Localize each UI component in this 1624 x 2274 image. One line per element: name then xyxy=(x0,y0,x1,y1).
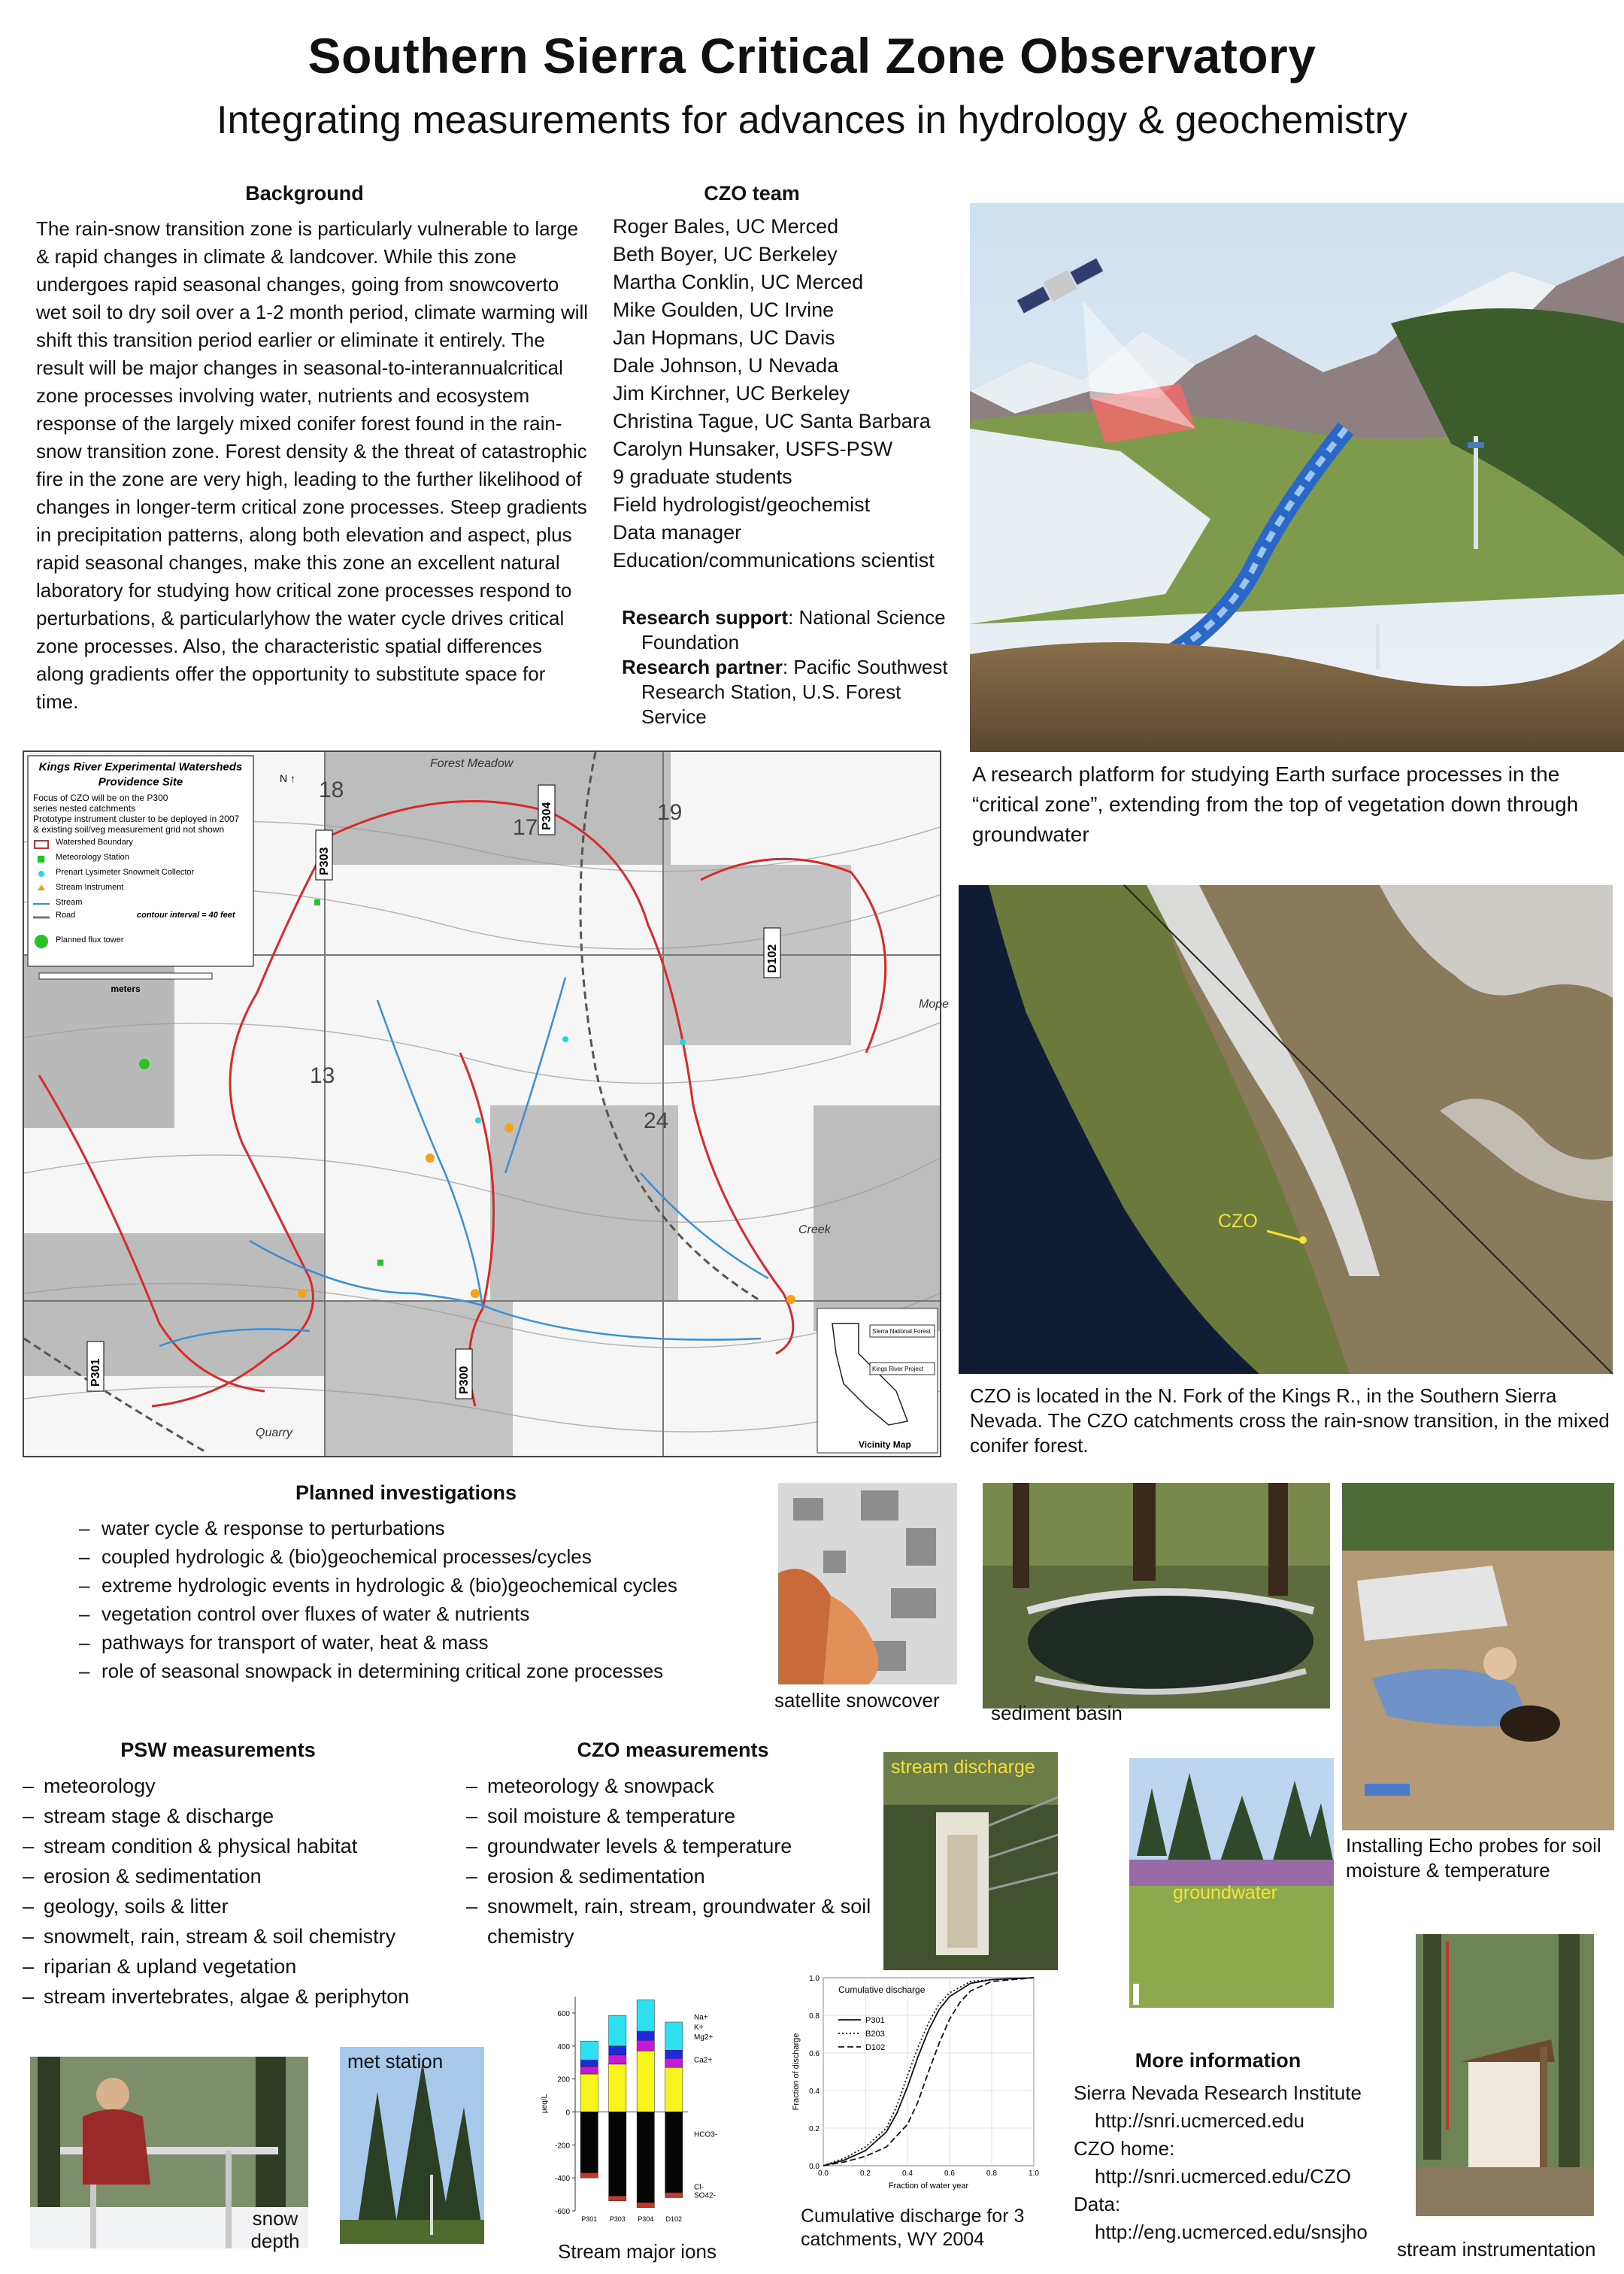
ion-bar-segment xyxy=(609,2064,626,2112)
planned-item: – role of seasonal snowpack in determining critical zone processes xyxy=(79,1657,741,1684)
ion-y-tick-label: 400 xyxy=(557,2042,570,2051)
groundwater-photo xyxy=(1129,1758,1334,2008)
support-text: : National Science Foundation xyxy=(641,606,946,653)
background-heading: Background xyxy=(245,182,364,205)
cum-legend-label: P301 xyxy=(865,2016,885,2025)
czo-measurement-item: – groundwater levels & temperature xyxy=(466,1831,872,1861)
section-18: 18 xyxy=(319,778,344,802)
snowcover-photo xyxy=(778,1483,957,1684)
ion-bar-segment xyxy=(580,2060,598,2066)
north-arrow-icon: N ↑ xyxy=(280,772,295,784)
ion-legend-label: Mg2+ xyxy=(694,2033,714,2042)
satellite-svg xyxy=(959,885,1613,1374)
stream-discharge-label: stream discharge xyxy=(891,1757,1035,1778)
legend-stream-instrument: Stream Instrument xyxy=(56,883,124,893)
ion-chart xyxy=(538,1985,726,2237)
vicinity-kings-river: Kings River Project xyxy=(872,1366,924,1372)
legend-met: Meteorology Station xyxy=(56,853,129,863)
label-p303: P303 xyxy=(318,847,331,875)
partner-text: : Pacific Southwest Research Station, U.S. Forest Service xyxy=(641,656,948,728)
cum-y-tick-label: 0.4 xyxy=(809,2088,820,2096)
ion-bar-segment xyxy=(665,2112,683,2192)
ion-bar-segment xyxy=(637,2000,654,2031)
ion-bar-segment xyxy=(637,2051,654,2112)
ion-bar-segment xyxy=(580,2112,598,2172)
ion-bar-segment xyxy=(637,2203,654,2208)
team-member-item: Jim Kirchner, UC Berkeley xyxy=(613,382,850,405)
czo-meas-heading: CZO measurements xyxy=(577,1739,769,1761)
critical-zone-illustration xyxy=(970,203,1624,752)
label-p300: P300 xyxy=(458,1366,471,1394)
more-info-heading: More information xyxy=(1135,2049,1301,2072)
czo-measurement-item: – meteorology & snowpack xyxy=(466,1771,872,1801)
section-19: 19 xyxy=(657,800,683,825)
psw-measurement-item: – riparian & upland vegetation xyxy=(23,1951,459,1981)
ion-legend-label: Cl- xyxy=(694,2183,704,2192)
team-member-item: Christina Tague, UC Santa Barbara xyxy=(613,410,931,432)
czo-measurement-item: – erosion & sedimentation xyxy=(466,1861,872,1891)
echo-probe-svg xyxy=(1342,1483,1614,1830)
cum-y-tick-label: 0.8 xyxy=(809,2012,820,2021)
legend-stream: Stream xyxy=(56,898,83,908)
cum-y-tick-label: 0.6 xyxy=(809,2050,820,2058)
stream-discharge-svg xyxy=(883,1752,1058,1970)
cumulative-chart-svg xyxy=(789,1969,1041,2202)
illustration-svg xyxy=(970,203,1624,752)
met-station-svg xyxy=(340,2047,484,2244)
cum-x-tick-label: 0.4 xyxy=(902,2169,913,2178)
team-member-item: Education/communications scientist xyxy=(613,549,935,572)
poster-subtitle: Integrating measurements for advances in hydrology & geochemistry xyxy=(217,99,1407,142)
cum-x-tick-label: 0.2 xyxy=(860,2169,871,2178)
psw-heading: PSW measurements xyxy=(120,1739,316,1761)
ion-legend-label: K+ xyxy=(694,2023,704,2032)
map-note-2: series nested catchments xyxy=(33,802,136,814)
czo-list xyxy=(466,1771,872,1951)
place-mope: Mope xyxy=(919,998,950,1011)
ion-bar-segment xyxy=(665,2067,683,2112)
ion-y-tick-label: 200 xyxy=(557,2075,570,2084)
team-member-item: Roger Bales, UC Merced xyxy=(613,215,839,238)
ion-bar-segment xyxy=(580,2173,598,2178)
more-info-lines xyxy=(1074,2079,1389,2246)
snowcover-svg xyxy=(778,1483,957,1684)
background-text: The rain-snow transition zone is particularly vulnerable to large & rapid changes in climate & landcover. While this zone undergoes rapid seasonal changes, going from snowcoverto wet soil to dry soil over a 1-2 month period, climate warming will shift this transition period earlier or eliminate it entirely. The result will be major changes in seasonal-to-interannualcritical zone processes involving water, nutrients and ecosystem response of the largely mixed conifer forest found in the rain-snow transition zone. Forest density & the threat of catastrophic fire in the zone are very high, leading to the further likelihood of changes in longer-term critical zone processes. Steep gradients in precipitation patterns, along both elevation and aspect, plus rapid seasonal changes, make this zone an excellent natural laboratory for studying how critical zone processes respond to perturbations, & particularlyhow the water cycle drives critical zone processes. Also, the characteristic spatial differences along gradients offer the opportunity to substitute space for time. xyxy=(36,217,589,713)
section-13: 13 xyxy=(310,1063,335,1088)
ion-y-tick-label: 600 xyxy=(557,2009,570,2018)
ion-bar-segment xyxy=(580,2066,598,2074)
cum-y-tick-label: 1.0 xyxy=(809,1975,820,1983)
ion-y-tick-label: 0 xyxy=(565,2109,570,2118)
scale-bar xyxy=(39,973,212,979)
ion-legend-label: SO42- xyxy=(694,2191,716,2200)
ion-y-tick-label: -400 xyxy=(554,2175,570,2184)
psw-list xyxy=(23,1771,459,2012)
vicinity-label: Vicinity Map xyxy=(859,1439,911,1450)
contour-note: contour interval = 40 feet xyxy=(137,911,235,920)
czo-measurement-item: – soil moisture & temperature xyxy=(466,1801,872,1831)
planned-item: – extreme hydrologic events in hydrologic & (bio)geochemical cycles xyxy=(79,1572,741,1599)
label-p301: P301 xyxy=(89,1358,102,1387)
cum-legend-label: B203 xyxy=(865,2030,885,2039)
legend-lysimeter: Prenart Lysimeter Snowmelt Collector xyxy=(56,868,195,878)
team-member-item: Martha Conklin, UC Merced xyxy=(613,271,864,293)
more-info-label: Sierra Nevada Research Institute xyxy=(1074,2081,1362,2104)
place-quarry: Quarry xyxy=(256,1427,292,1439)
cum-x-tick-label: 0.6 xyxy=(944,2169,955,2178)
poster-title: Southern Sierra Critical Zone Observatory xyxy=(308,28,1316,83)
psw-measurement-item: – snowmelt, rain, stream & soil chemistry xyxy=(23,1921,459,1951)
planned-list xyxy=(79,1514,741,1686)
psw-measurement-item: – geology, soils & litter xyxy=(23,1891,459,1921)
czo-label: CZO xyxy=(1218,1211,1258,1232)
team-member-item: Carolyn Hunsaker, USFS-PSW xyxy=(613,438,893,460)
ion-bar-segment xyxy=(580,2041,598,2060)
team-member-item: 9 graduate students xyxy=(613,465,792,488)
cum-x-tick-label: 0.8 xyxy=(986,2169,997,2178)
snow-depth-photo xyxy=(30,2057,308,2252)
ion-x-tick-label: P304 xyxy=(638,2215,654,2223)
research-support xyxy=(622,605,953,729)
watershed-map xyxy=(23,750,950,1457)
map-svg xyxy=(24,752,950,1456)
scale-label: meters xyxy=(111,983,141,994)
ion-chart-svg xyxy=(538,1985,726,2237)
more-info-label: CZO home: xyxy=(1074,2137,1175,2160)
czo-location-marker xyxy=(1299,1236,1307,1244)
map-title: Kings River Experimental Watersheds xyxy=(38,760,243,774)
stream-instrumentation-svg xyxy=(1416,1934,1594,2216)
legend-swatch-met xyxy=(38,856,44,863)
satellite-image xyxy=(959,885,1613,1374)
place-creek: Creek xyxy=(798,1223,831,1236)
psw-measurement-item: – stream stage & discharge xyxy=(23,1801,459,1831)
more-info-label: Data: xyxy=(1074,2193,1121,2215)
ion-bar-segment xyxy=(609,2112,626,2196)
ion-bar-segment xyxy=(665,2022,683,2050)
ion-bar-segment xyxy=(609,2015,626,2046)
team-list xyxy=(613,213,951,575)
cum-x-label: Fraction of water year xyxy=(888,2182,969,2191)
stream-instrumentation-caption: stream instrumentation xyxy=(1397,2238,1596,2260)
ion-y-tick-label: -200 xyxy=(554,2142,570,2151)
cumulative-chart-caption: Cumulative discharge for 3 catchments, WY 2004 xyxy=(801,2206,1025,2250)
snowcover-caption: satellite snowcover xyxy=(774,1689,940,1712)
legend-road: Road xyxy=(56,911,76,920)
sediment-basin-caption: sediment basin xyxy=(991,1702,1123,1724)
label-d102: D102 xyxy=(766,944,779,973)
met-station-label: met station xyxy=(347,2050,444,2072)
ion-chart-caption: Stream major ions xyxy=(558,2240,717,2263)
ion-bar-segment xyxy=(609,2046,626,2055)
team-heading: CZO team xyxy=(704,182,800,205)
legend-swatch-lysimeter xyxy=(38,871,44,877)
ion-bar-segment xyxy=(665,2058,683,2067)
ion-x-tick-label: D102 xyxy=(665,2215,683,2223)
cum-y-tick-label: 0.0 xyxy=(809,2163,820,2171)
cum-x-tick-label: 1.0 xyxy=(1029,2169,1039,2178)
stream-instrumentation-photo xyxy=(1416,1934,1594,2216)
team-member-item: Beth Boyer, UC Berkeley xyxy=(613,243,838,265)
ion-x-tick-label: P301 xyxy=(581,2215,598,2223)
ion-bar-segment xyxy=(580,2074,598,2112)
partner-label: Research partner xyxy=(622,656,783,678)
more-info-link[interactable]: http://snri.ucmerced.edu xyxy=(1095,2109,1304,2132)
ion-x-tick-label: P303 xyxy=(609,2215,626,2223)
cum-y-tick-label: 0.2 xyxy=(809,2125,820,2133)
ion-legend-label: Ca2+ xyxy=(694,2056,713,2065)
ion-bar-segment xyxy=(665,2193,683,2198)
echo-probe-caption: Installing Echo probes for soil moisture & temperature xyxy=(1346,1834,1601,1881)
cum-y-label: Fraction of discharge xyxy=(792,2033,801,2111)
team-member-item: Jan Hopmans, UC Davis xyxy=(613,326,835,349)
ion-y-tick-label: -600 xyxy=(554,2208,570,2216)
map-subtitle: Providence Site xyxy=(98,775,183,789)
more-info-link[interactable]: http://eng.ucmerced.edu/snsjho xyxy=(1095,2221,1368,2243)
ion-bar-segment xyxy=(637,2031,654,2040)
met-station-photo xyxy=(340,2047,484,2244)
team-member-item: Mike Goulden, UC Irvine xyxy=(613,299,835,321)
flux-tower-icon xyxy=(35,935,48,948)
psw-measurement-item: – meteorology xyxy=(23,1771,459,1801)
ion-bar-segment xyxy=(609,2055,626,2064)
ion-bar-segment xyxy=(637,2112,654,2203)
section-17: 17 xyxy=(513,815,538,840)
vicinity-sierra-nf: Sierra National Forest xyxy=(872,1328,931,1335)
satellite-caption: CZO is located in the N. Fork of the Kings R., in the Southern Sierra Nevada. The CZO catchments cross the rain-snow transition, in the mixed conifer forest. xyxy=(970,1384,1610,1457)
planned-item: – coupled hydrologic & (bio)geochemical processes/cycles xyxy=(79,1543,741,1570)
planned-item: – pathways for transport of water, heat & mass xyxy=(79,1629,741,1656)
ion-bar-segment xyxy=(609,2196,626,2201)
cum-legend-label: D102 xyxy=(865,2043,886,2052)
ion-y-label: µeq/L xyxy=(541,2094,549,2114)
team-member-item: Data manager xyxy=(613,521,742,544)
team-member-item: Dale Johnson, U Nevada xyxy=(613,354,839,377)
psw-measurement-item: – stream condition & physical habitat xyxy=(23,1831,459,1861)
sediment-basin-svg xyxy=(983,1483,1330,1709)
map-note-3: Prototype instrument cluster to be deployed in 2007 xyxy=(33,813,240,824)
psw-measurement-item: – erosion & sedimentation xyxy=(23,1861,459,1891)
ion-legend-label: Na+ xyxy=(694,2013,708,2022)
platform-caption: A research platform for studying Earth surface processes in the “critical zone”, extending from the top of vegetation down through groundwater xyxy=(972,763,1579,846)
map-note-1: Focus of CZO will be on the P300 xyxy=(33,792,168,803)
team-member-item: Field hydrologist/geochemist xyxy=(613,493,871,516)
czo-measurement-item: – snowmelt, rain, stream, groundwater & soil chemistry xyxy=(466,1891,872,1951)
cumulative-chart xyxy=(789,1969,1041,2202)
legend-flux-tower: Planned flux tower xyxy=(56,935,124,945)
sediment-basin-photo xyxy=(983,1483,1330,1709)
cum-x-tick-label: 0.0 xyxy=(818,2169,829,2178)
label-p304: P304 xyxy=(541,802,553,830)
snow-depth-label: snow depth xyxy=(250,2207,300,2252)
legend-boundary: Watershed Boundary xyxy=(56,838,133,847)
psw-measurement-item: – stream invertebrates, algae & periphyton xyxy=(23,1981,459,2012)
section-24: 24 xyxy=(644,1108,669,1133)
place-forest-meadow: Forest Meadow xyxy=(430,757,514,770)
stream-discharge-photo xyxy=(883,1752,1058,1970)
more-info-link[interactable]: http://snri.ucmerced.edu/CZO xyxy=(1095,2165,1352,2188)
ion-legend-label: HCO3- xyxy=(694,2130,718,2139)
cum-title: Cumulative discharge xyxy=(838,1984,926,1995)
planned-item: – water cycle & response to perturbations xyxy=(79,1514,741,1542)
groundwater-label: groundwater xyxy=(1173,1882,1277,1903)
echo-probe-photo xyxy=(1342,1483,1614,1830)
map-note-4: & existing soil/veg measurement grid not shown xyxy=(33,823,225,835)
planned-heading: Planned investigations xyxy=(295,1481,517,1504)
planned-item: – vegetation control over fluxes of water & nutrients xyxy=(79,1600,741,1627)
support-label: Research support xyxy=(622,606,789,629)
ion-bar-segment xyxy=(637,2040,654,2051)
ion-bar-segment xyxy=(665,2050,683,2058)
